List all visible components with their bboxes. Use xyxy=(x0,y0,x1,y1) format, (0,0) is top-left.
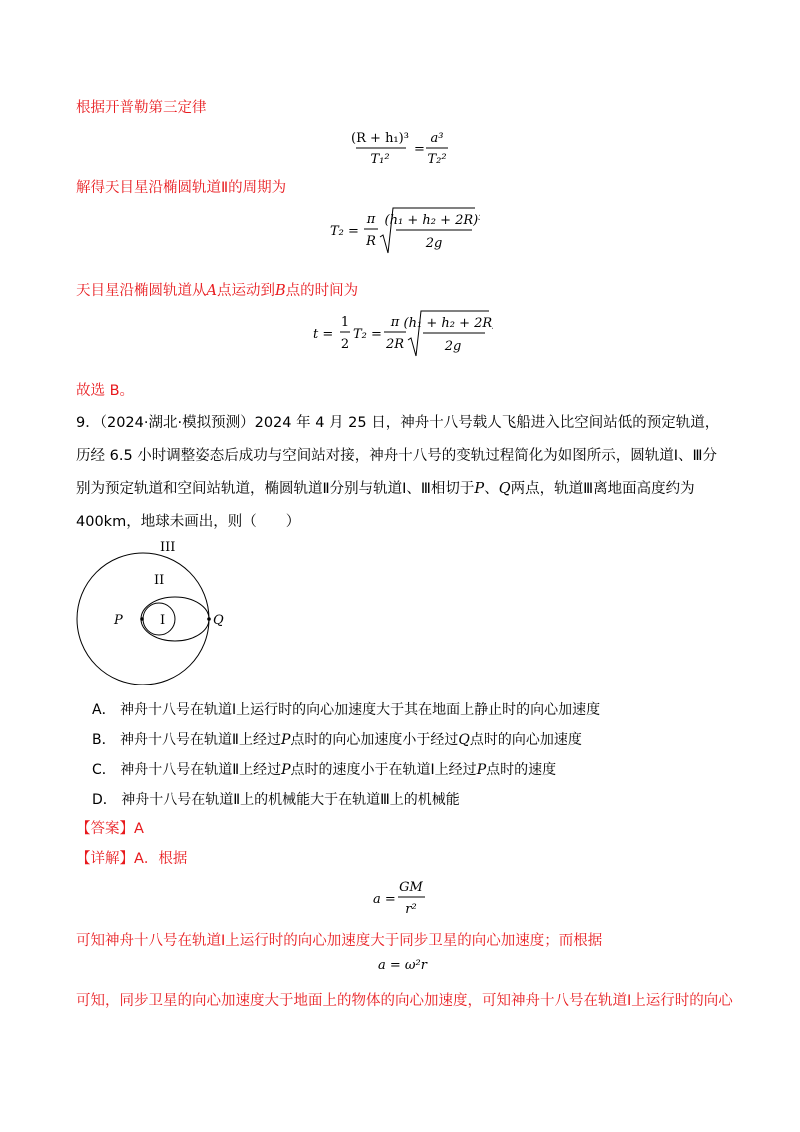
label-Q: Q xyxy=(213,613,224,628)
time-ab-a: A xyxy=(206,283,217,299)
f4-lhs: a = xyxy=(373,892,396,907)
f3-half-num: 1 xyxy=(340,315,350,330)
formula-gm-svg xyxy=(373,876,433,920)
option-c-post: 点时的速度 xyxy=(486,762,557,778)
kepler-intro: 根据开普勒第三定律 xyxy=(76,100,207,116)
option-b xyxy=(92,729,582,751)
question-source: （2024·湖北·模拟预测） xyxy=(99,415,255,431)
formula-omega: a = ω²r xyxy=(378,958,427,973)
orbit-diagram xyxy=(72,535,242,689)
answer-line-1: 可知神舟十八号在轨道Ⅰ上运行时的向心加速度大于同步卫星的向心加速度；而根据 xyxy=(76,933,603,949)
option-b-mid: 点时的向心加速度小于经过 xyxy=(290,732,459,748)
label-P: P xyxy=(114,613,123,628)
choose-line: 故选 B。 xyxy=(76,383,135,399)
question-p: P xyxy=(474,481,485,497)
f2-rad-num: (h₁ + h₂ + 2R)³ xyxy=(384,213,480,228)
label-III: III xyxy=(160,540,176,555)
question-text-1: 2024 年 4 月 25 日，神舟十八号载人飞船进入比空间站低的预定轨道，历经 6.5 小时调整姿态后成功与空间站对接，神舟十八号的变轨过程简化为如图所示，圆轨道Ⅰ、Ⅲ分别为预定轨道和空间站轨道，椭圆轨道Ⅱ分别与轨道Ⅰ、Ⅲ相切于 xyxy=(76,415,720,497)
option-b-q: Q xyxy=(458,732,470,748)
f2-pi: π xyxy=(366,212,376,227)
time-ab-pre: 天目星沿椭圆轨道从 xyxy=(76,283,207,299)
label-I: I xyxy=(160,613,166,628)
answer-line-2: 可知，同步卫星的向心加速度大于地面上的物体的向心加速度，可知神舟十八号在轨道Ⅰ上运行时的向心 xyxy=(76,993,733,1009)
option-b-post: 点时的向心加速度 xyxy=(469,732,582,748)
question-number: 9． xyxy=(76,415,100,431)
time-ab-line xyxy=(76,280,358,302)
f1-rnum: a³ xyxy=(430,131,444,146)
formula-time xyxy=(313,308,493,364)
option-c-p2: P xyxy=(476,762,487,778)
time-ab-mid: 点运动到 xyxy=(216,283,275,299)
formula-period-svg xyxy=(330,205,480,257)
question-q: Q xyxy=(498,481,511,497)
option-c xyxy=(92,759,556,781)
orbit-I xyxy=(143,603,175,635)
option-d: D． 神舟十八号在轨道Ⅱ上的机械能大于在轨道Ⅲ上的机械能 xyxy=(92,792,460,808)
option-b-p: P xyxy=(280,732,291,748)
formula-time-svg xyxy=(313,308,493,360)
svg-text:=: = xyxy=(414,142,425,157)
time-ab-post: 点的时间为 xyxy=(285,283,359,299)
point-q-dot xyxy=(207,617,211,621)
solve-period: 解得天目星沿椭圆轨道Ⅱ的周期为 xyxy=(76,180,287,196)
f3-lhs: t = xyxy=(313,327,334,342)
question-9 xyxy=(76,407,726,539)
f2-lhs: T₂ = xyxy=(330,224,359,239)
f3-2R: 2R xyxy=(385,337,405,352)
question-sep: 、 xyxy=(484,481,499,497)
f1-num: (R + h₁)³ xyxy=(351,131,409,146)
f3-half-den: 2 xyxy=(340,337,350,352)
formula-kepler-svg xyxy=(350,125,460,173)
option-b-pre: B． 神舟十八号在轨道Ⅱ上经过 xyxy=(92,732,281,748)
f1-rden: T₂² xyxy=(427,152,447,167)
answer-label: 【答案】A xyxy=(76,821,144,837)
option-c-p: P xyxy=(281,762,291,778)
f2-R: R xyxy=(366,234,376,249)
f4-num: GM xyxy=(399,880,423,895)
option-c-mid: 点时的速度小于在轨道Ⅰ上经过 xyxy=(290,762,477,778)
f3-T2: T₂ = xyxy=(353,327,382,342)
f1-den: T₁² xyxy=(370,152,390,167)
earth-center-dot xyxy=(140,617,144,621)
label-II: II xyxy=(154,573,165,588)
f3-rad-num: (h₁ + h₂ + 2R)³ xyxy=(403,316,493,331)
question-text-2: 两点，轨道Ⅲ离地面高度约为400km，地球未画出，则（ ） xyxy=(76,481,695,530)
option-a: A． 神舟十八号在轨道Ⅰ上运行时的向心加速度大于其在地面上静止时的向心加速度 xyxy=(92,702,601,718)
formula-kepler xyxy=(350,125,460,177)
detail-label: 【详解】A．根据 xyxy=(76,851,188,867)
option-c-pre: C． 神舟十八号在轨道Ⅱ上经过 xyxy=(92,762,282,778)
formula-period xyxy=(330,205,480,261)
f3-rad-den: 2g xyxy=(444,339,462,354)
time-ab-b: B xyxy=(274,283,286,299)
f3-pi: π xyxy=(390,315,400,330)
f2-rad-den: 2g xyxy=(425,236,443,251)
formula-gm xyxy=(373,876,433,924)
orbit-diagram-svg xyxy=(72,535,242,685)
f4-den: r² xyxy=(405,902,417,917)
